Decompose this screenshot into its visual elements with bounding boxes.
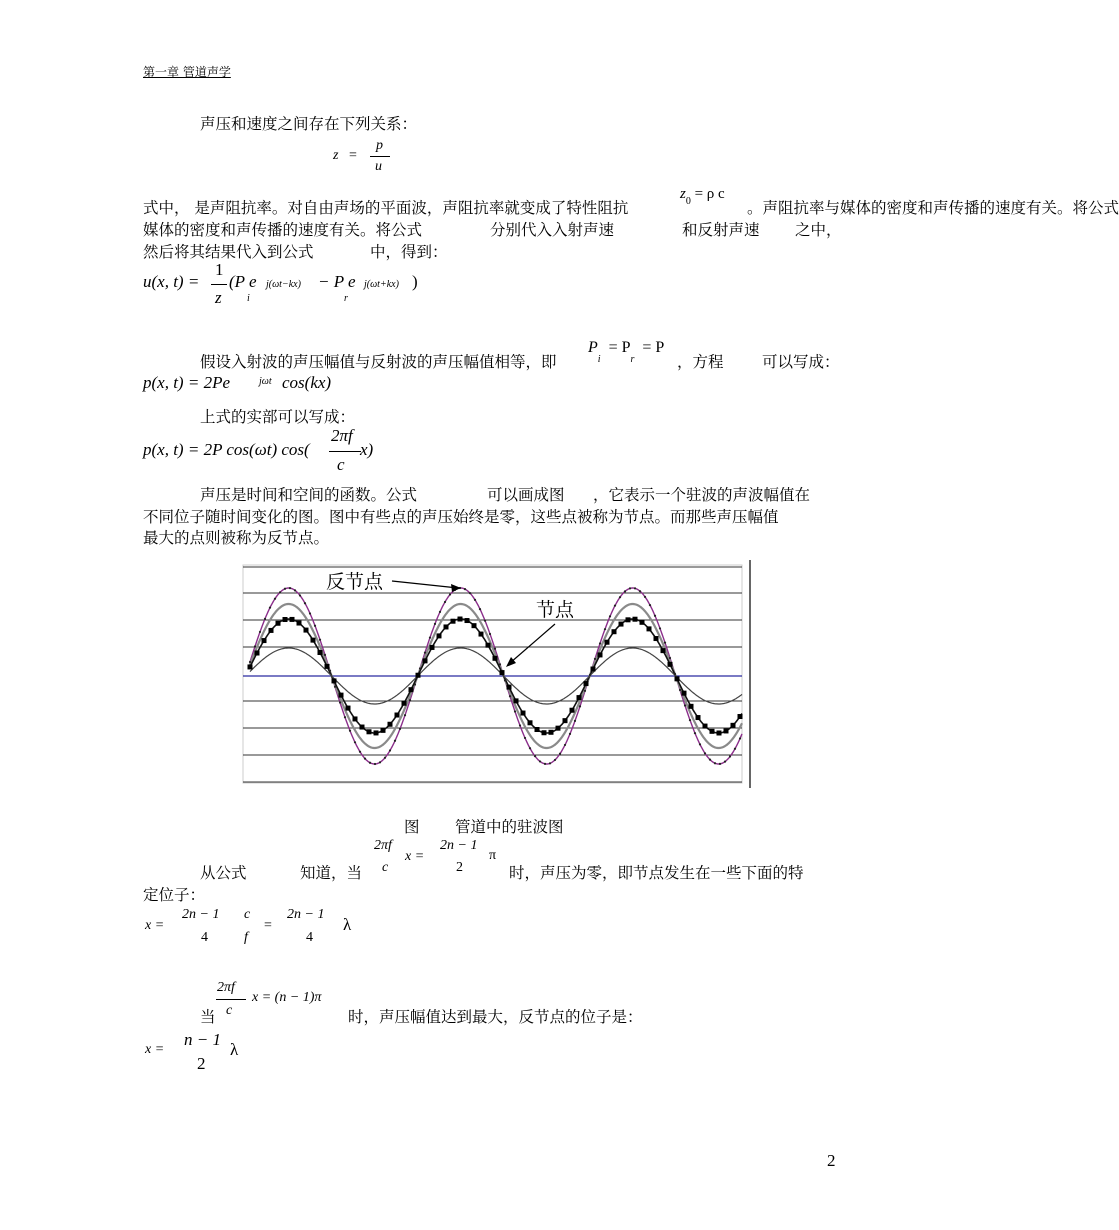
para1-e-start: 之中，: [795, 221, 842, 239]
eq-u-sub2: r: [344, 293, 348, 304]
wave-max-dot: [694, 732, 696, 734]
wave-marker: [290, 617, 295, 622]
wave-marker: [528, 720, 533, 725]
p5-mid: x = (n − 1)π: [252, 990, 322, 1005]
antinode-label: 反节点: [326, 571, 384, 593]
plot-area: [243, 565, 742, 783]
wave-max-dot: [489, 633, 491, 635]
wave-max-dot: [599, 642, 601, 644]
wave-marker: [304, 628, 309, 633]
wave-max-dot: [579, 705, 581, 707]
wave-max-dot: [294, 589, 296, 591]
wave-max-dot: [679, 689, 681, 691]
wave-max-dot: [509, 695, 511, 697]
wave-max-dot: [589, 674, 591, 676]
p4-frac-num: 2πf: [374, 838, 392, 853]
eq-u-sup1: j(ωt−kx): [266, 279, 301, 290]
wave-marker: [633, 617, 638, 622]
wave-marker: [339, 693, 344, 698]
wave-marker: [318, 650, 323, 655]
wave-max-dot: [309, 612, 311, 614]
wave-marker: [549, 730, 554, 735]
wave-max-dot: [359, 751, 361, 753]
para1-b: 。声阻抗率与媒体的密度和声传播的速度有关。将公式: [747, 199, 1119, 217]
wave-max-dot: [419, 667, 421, 669]
wave-max-dot: [439, 611, 441, 613]
wave-marker: [269, 628, 274, 633]
wave-marker: [367, 729, 372, 734]
wave-max-dot: [659, 627, 661, 629]
wave-max-dot: [619, 596, 621, 598]
x2-den: 2: [197, 1054, 206, 1073]
wave-marker: [612, 629, 617, 634]
eq-u-frac-den: z: [215, 288, 222, 307]
p5-fraction-bar: [216, 999, 246, 1000]
wave-max-dot: [729, 755, 731, 757]
x1-n2: c: [244, 907, 251, 922]
wave-max-dot: [284, 588, 286, 590]
wave-max-dot: [264, 618, 266, 620]
wave-marker: [640, 620, 645, 625]
wave-marker: [717, 730, 722, 735]
wave-max-dot: [339, 701, 341, 703]
wave-marker: [654, 636, 659, 641]
wave-marker: [535, 727, 540, 732]
para3-c-line3: 最大的点则被称为反节点。: [143, 529, 330, 547]
wave-marker: [661, 648, 666, 653]
wave-max-dot: [699, 743, 701, 745]
chapter-header: 第一章 管道声学: [143, 65, 231, 79]
wave-marker: [675, 676, 680, 681]
wave-marker: [563, 718, 568, 723]
wave-marker: [514, 698, 519, 703]
wave-max-dot: [329, 670, 331, 672]
eq-p2-lhs: p(x, t) = 2P cos(ωt) cos(: [143, 440, 310, 459]
real-part-text: 上式的实部可以写成：: [200, 408, 356, 426]
wave-max-dot: [424, 652, 426, 654]
eq-z-fraction-bar: [370, 156, 390, 157]
wave-marker: [521, 711, 526, 716]
wave-marker: [696, 715, 701, 720]
wave-max-dot: [564, 744, 566, 746]
p5-num: 2πf: [217, 980, 235, 995]
wave-max-dot: [374, 763, 376, 765]
wave-marker: [332, 678, 337, 683]
wave-marker: [395, 713, 400, 718]
wave-marker: [416, 673, 421, 678]
wave-max-dot: [289, 587, 291, 589]
eq-p1-rhs: cos(kx): [282, 373, 332, 392]
standing-wave-figure: [240, 560, 755, 792]
wave-marker: [647, 626, 652, 631]
eq-z-eq: =: [349, 148, 357, 163]
eq-p2-den: c: [337, 455, 345, 474]
para4-c-line1: 时，声压为零，即节点发生在一些下面的特: [509, 864, 804, 882]
wave-marker: [479, 632, 484, 637]
wave-max-dot: [494, 648, 496, 650]
wave-max-dot: [254, 645, 256, 647]
wave-max-dot: [684, 704, 686, 706]
p4-pi: π: [489, 848, 497, 863]
wave-marker: [402, 701, 407, 706]
wave-max-dot: [314, 625, 316, 627]
para2-b: ，方程: [677, 353, 724, 371]
wave-max-dot: [584, 690, 586, 692]
para4-c-line2: 定位子：: [143, 886, 206, 904]
wave-max-dot: [414, 683, 416, 685]
para3-b: 可以画成图: [487, 486, 565, 504]
wave-marker: [346, 706, 351, 711]
wave-max-dot: [379, 761, 381, 763]
wave-marker: [472, 623, 477, 628]
wave-marker: [248, 664, 253, 669]
wave-marker: [703, 724, 708, 729]
z0-subscript: 0: [685, 196, 691, 207]
para1-line1: [143, 197, 628, 219]
wave-max-dot: [704, 752, 706, 754]
wave-max-dot: [249, 661, 251, 663]
wave-marker: [381, 728, 386, 733]
wave-max-dot: [524, 737, 526, 739]
wave-max-dot: [674, 673, 676, 675]
eq-u-lhs: u(x, t) =: [143, 272, 200, 291]
wave-max-dot: [709, 759, 711, 761]
wave-max-dot: [474, 599, 476, 601]
para5-a: 当: [200, 1008, 216, 1026]
wave-max-dot: [279, 591, 281, 593]
z0-rhs: = ρ c: [694, 186, 725, 202]
para1-b-start: [747, 197, 1119, 219]
wave-max-dot: [604, 628, 606, 630]
wave-marker: [577, 695, 582, 700]
wave-marker: [605, 640, 610, 645]
wave-marker: [486, 643, 491, 648]
para3-c-line2: 不同位子随时间变化的图。图中有些点的声压始终是零，这些点被称为节点。而那些声压幅值: [143, 508, 779, 526]
wave-max-dot: [409, 699, 411, 701]
para1-f: 中，得到：: [370, 243, 448, 261]
wave-max-dot: [639, 590, 641, 592]
wave-max-dot: [624, 590, 626, 592]
wave-max-dot: [349, 730, 351, 732]
wave-max-dot: [689, 719, 691, 721]
wave-max-dot: [484, 620, 486, 622]
eq-z-num: p: [376, 138, 383, 153]
wave-max-dot: [554, 759, 556, 761]
wave-marker: [738, 714, 743, 719]
wave-max-dot: [464, 588, 466, 590]
wave-marker: [423, 658, 428, 663]
wave-marker: [276, 621, 281, 626]
wave-marker: [500, 670, 505, 675]
wave-marker: [542, 730, 547, 735]
wave-max-dot: [499, 663, 501, 665]
p4-frac-den: c: [382, 860, 389, 875]
x1-n1: 2n − 1: [182, 907, 220, 922]
eq-u-body: (P e: [229, 272, 257, 291]
wave-marker: [311, 638, 316, 643]
eq-u-sup2: j(ωt+kx): [364, 279, 399, 290]
wave-marker: [430, 645, 435, 650]
wave-marker: [724, 728, 729, 733]
eq-z-lhs: z: [333, 148, 339, 163]
wave-marker: [458, 617, 463, 622]
wave-max-dot: [274, 598, 276, 600]
wave-marker: [668, 662, 673, 667]
wave-max-dot: [529, 747, 531, 749]
wave-marker: [570, 708, 575, 713]
wave-max-dot: [504, 679, 506, 681]
para2-c: 可以写成：: [762, 353, 840, 371]
wave-max-dot: [714, 762, 716, 764]
wave-max-dot: [629, 587, 631, 589]
wave-max-dot: [449, 593, 451, 595]
wave-marker: [626, 617, 631, 622]
wave-max-dot: [304, 602, 306, 604]
figure-caption: 管道中的驻波图: [455, 818, 564, 836]
wave-max-dot: [389, 749, 391, 751]
wave-max-dot: [519, 724, 521, 726]
wave-max-dot: [344, 716, 346, 718]
para1-a: 式中， 是声阻抗率。对自由声场的平面波，声阻抗率就变成了特性阻抗: [143, 199, 629, 217]
wave-marker: [409, 687, 414, 692]
eq-p1-sup: jωt: [259, 376, 272, 387]
x1-lhs: x =: [145, 918, 165, 933]
wave-max-dot: [594, 658, 596, 660]
wave-max-dot: [664, 642, 666, 644]
wave-max-dot: [734, 748, 736, 750]
z0-symbol: z: [680, 186, 686, 202]
wave-max-dot: [569, 733, 571, 735]
eq-p1-lhs: p(x, t) = 2Pe: [143, 373, 230, 392]
wave-max-dot: [479, 608, 481, 610]
wave-max-dot: [724, 761, 726, 763]
para2-a: 假设入射波的声压幅值与反射波的声压幅值相等，即: [200, 353, 557, 371]
wave-marker: [465, 618, 470, 623]
wave-max-dot: [719, 763, 721, 765]
p4-rhs-den: 2: [456, 860, 463, 875]
wave-marker: [444, 624, 449, 629]
wave-max-dot: [544, 763, 546, 765]
wave-max-dot: [539, 760, 541, 762]
wave-marker: [731, 723, 736, 728]
figure-caption-prefix: 图: [404, 818, 420, 836]
wave-marker: [682, 691, 687, 696]
wave-max-dot: [324, 654, 326, 656]
wave-marker: [374, 730, 379, 735]
wave-max-dot: [384, 757, 386, 759]
wave-max-dot: [399, 728, 401, 730]
x1-d3: 4: [306, 930, 313, 945]
wave-max-dot: [574, 720, 576, 722]
eq-P-end: = P: [642, 339, 665, 356]
wave-max-dot: [404, 714, 406, 716]
wave-marker: [451, 619, 456, 624]
wave-marker: [591, 667, 596, 672]
wave-marker: [493, 656, 498, 661]
eq-p2-fraction-bar: [329, 451, 361, 452]
eq-P: P: [588, 339, 598, 356]
para5-b: 时，声压幅值达到最大，反节点的位子是：: [348, 1008, 643, 1026]
wave-marker: [262, 638, 267, 643]
wave-marker: [437, 633, 442, 638]
x2-lhs: x =: [145, 1042, 165, 1057]
wave-max-dot: [444, 601, 446, 603]
wave-max-dot: [534, 755, 536, 757]
wave-max-dot: [269, 607, 271, 609]
wave-marker: [360, 725, 365, 730]
para1-line3: 然后将其结果代入到公式: [143, 243, 314, 261]
wave-max-dot: [319, 639, 321, 641]
wave-max-dot: [429, 636, 431, 638]
wave-max-dot: [369, 762, 371, 764]
x1-d2: f: [244, 930, 248, 945]
x1-d1: 4: [201, 930, 208, 945]
para1-d: 和反射声速: [682, 221, 760, 239]
wave-marker: [297, 621, 302, 626]
wave-marker: [584, 681, 589, 686]
wave-max-dot: [739, 737, 741, 739]
x1-eq: =: [264, 918, 272, 933]
wave-marker: [689, 704, 694, 709]
para4-a: 从公式: [200, 864, 247, 882]
wave-marker: [507, 685, 512, 690]
para1-c: 分别代入入射声速: [490, 221, 615, 239]
wave-marker: [556, 726, 561, 731]
x1-lambda: λ: [343, 915, 352, 934]
eq-P-r: r: [630, 354, 635, 365]
eq-u-sub1: i: [247, 293, 250, 304]
para3-a: 声压是时间和空间的函数。公式: [200, 486, 418, 504]
wave-marker: [710, 729, 715, 734]
wave-max-dot: [609, 615, 611, 617]
p4-rhs-num: 2n − 1: [440, 838, 478, 853]
wave-max-dot: [394, 740, 396, 742]
para4-b: 知道，当: [300, 864, 363, 882]
wave-max-dot: [654, 615, 656, 617]
wave-max-dot: [634, 587, 636, 589]
x1-n3: 2n − 1: [287, 907, 325, 922]
z0-expression: [680, 186, 725, 207]
wave-max-dot: [364, 758, 366, 760]
wave-max-dot: [354, 741, 356, 743]
eq-u-fraction-bar: [211, 284, 227, 285]
wave-max-dot: [299, 594, 301, 596]
eq-P-i: i: [597, 354, 601, 365]
intro-text: 声压和速度之间存在下列关系：: [200, 115, 418, 133]
wave-marker: [283, 617, 288, 622]
para1-line2: 媒体的密度和声传播的速度有关。将公式: [143, 221, 423, 239]
x2-num: n − 1: [184, 1030, 221, 1049]
wave-max-dot: [549, 762, 551, 764]
eq-p2-rhs: x): [360, 440, 374, 459]
p4-x-eq: x =: [405, 849, 425, 864]
wave-marker: [598, 652, 603, 657]
wave-max-dot: [259, 631, 261, 633]
x2-lambda: λ: [230, 1040, 239, 1059]
p5-den: c: [226, 1003, 233, 1018]
eq-p2-num: 2πf: [331, 426, 353, 445]
wave-max-dot: [559, 753, 561, 755]
wave-max-dot: [669, 657, 671, 659]
node-label: 节点: [536, 599, 575, 621]
wave-marker: [255, 651, 260, 656]
wave-max-dot: [614, 605, 616, 607]
wave-marker: [388, 722, 393, 727]
page-number: 2: [827, 1151, 836, 1170]
wave-max-dot: [434, 623, 436, 625]
wave-max-dot: [514, 710, 516, 712]
wave-marker: [353, 716, 358, 721]
eq-z-den: u: [375, 159, 382, 174]
wave-marker: [325, 664, 330, 669]
eq-u-minus: − P e: [318, 272, 356, 291]
wave-max-dot: [644, 596, 646, 598]
wave-max-dot: [334, 686, 336, 688]
para3-c-line1: ，它表示一个驻波的声波幅值在: [593, 486, 811, 504]
wave-max-dot: [649, 604, 651, 606]
amplitude-equality: [588, 339, 665, 365]
eq-u-close: ): [412, 272, 418, 291]
wave-max-dot: [469, 592, 471, 594]
eq-u-frac-num: 1: [215, 260, 224, 279]
eq-P-mid: = P: [608, 339, 631, 356]
wave-marker: [619, 622, 624, 627]
